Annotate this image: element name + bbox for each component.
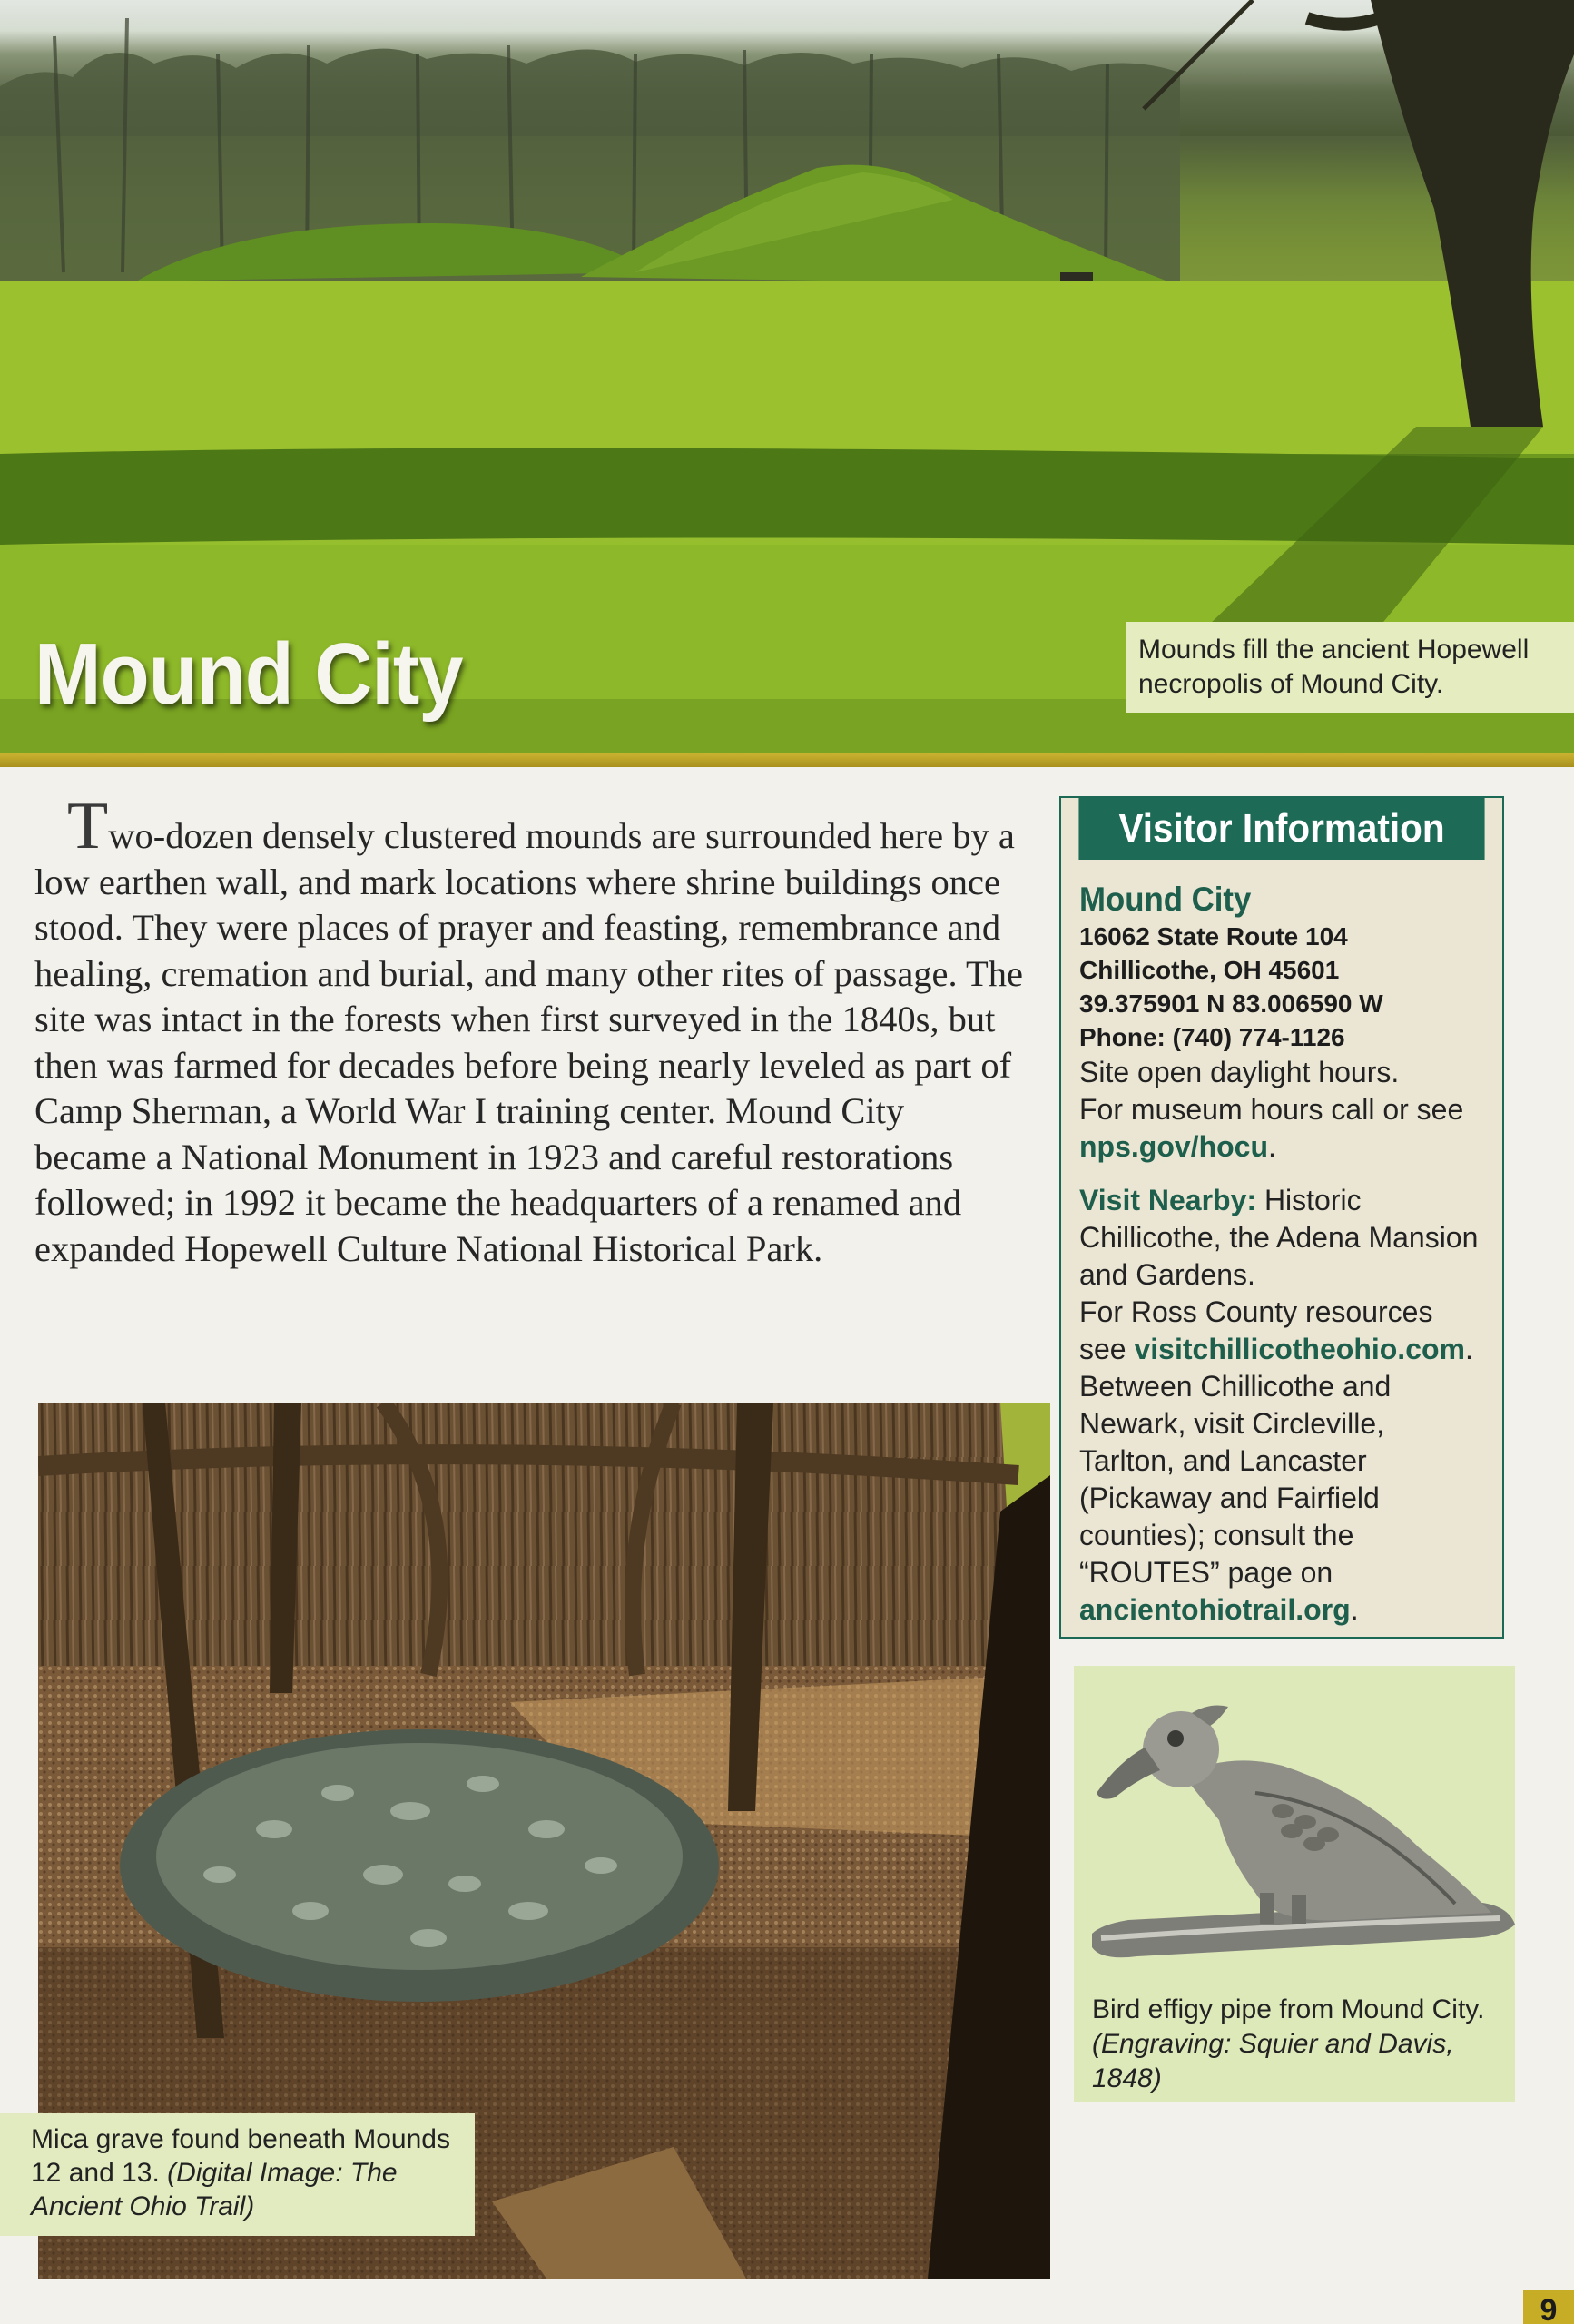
nps-link[interactable]: nps.gov/hocu (1079, 1130, 1268, 1163)
bird-effigy-panel (1074, 1666, 1515, 2102)
gold-divider (0, 753, 1574, 767)
page-number: 9 (1523, 2290, 1574, 2324)
bird-caption-credit: (Engraving: Squier and Davis, 1848) (1092, 2029, 1454, 2093)
visit-chillicothe-link[interactable]: visitchillicotheohio.com (1134, 1333, 1465, 1365)
gps-coordinates: 39.375901 N 83.006590 W (1079, 990, 1383, 1018)
page-title: Mound City (34, 625, 463, 723)
visitor-information-box (1059, 796, 1504, 1639)
hero-photo (0, 0, 1574, 767)
visit-nearby-text: Visit Nearby: Historic Chillicothe, the Adena Mansion and Gardens. (1079, 1184, 1479, 1291)
museum-hours-text: For museum hours call or see nps.gov/hocu. (1079, 1093, 1464, 1163)
bird-effigy-pipe-engraving (1074, 1666, 1515, 1993)
ancient-ohio-trail-link[interactable]: ancientohiotrail.org (1079, 1593, 1351, 1626)
mica-caption-text: Mica grave found beneath Mounds 12 and 13. (31, 2124, 450, 2188)
bird-caption-text: Bird effigy pipe from Mound City. (1092, 1994, 1485, 2024)
site-hours: Site open daylight hours. (1079, 1056, 1400, 1088)
address-line-2: Chillicothe, OH 45601 (1079, 956, 1340, 984)
bird-effigy-caption (1092, 1993, 1510, 2096)
drop-cap: T (67, 789, 109, 863)
mica-grave-caption (0, 2113, 475, 2236)
intro-paragraph (34, 789, 1024, 1272)
intro-text: wo-dozen densely clustered mounds are surrounded here by a low earthen wall, and mark locations where shrine buildings once stood. They were places of prayer and feasting, remembrance and healing, cremation and burial, and many other rites of passage. The site was intact in the forests when first surveyed in the 1840s, but then was farmed for decades before being nearly leveled as part of Camp Sherman, a World War I training center. Mound City became a National Monument in 1923 and careful restorations followed; in 1992 it became the headquarters of a renamed and expanded Hopewell Culture National Historical Park. (34, 815, 1024, 1269)
address-line-1: 16062 State Route 104 (1079, 922, 1348, 950)
routes-text: Between Chillicothe and Newark, visit Circleville, Tarlton, and Lancaster (Pickaway and Fairfield counties); consult the “ROUTES” page on ancientohiotrail.org. (1079, 1370, 1392, 1626)
ross-county-text: For Ross County resources see visitchillicotheohio.com. (1079, 1295, 1473, 1365)
visit-nearby-label: Visit Nearby: (1079, 1184, 1257, 1216)
site-name: Mound City (1079, 881, 1252, 918)
phone-number: Phone: (740) 774-1126 (1079, 1023, 1345, 1051)
visitor-info-heading: Visitor Information (1078, 798, 1484, 860)
mica-caption-credit: (Digital Image: The Ancient Ohio Trail) (31, 2158, 398, 2221)
hero-photo-caption: Mounds fill the ancient Hopewell necropolis of Mound City. (1126, 622, 1574, 713)
